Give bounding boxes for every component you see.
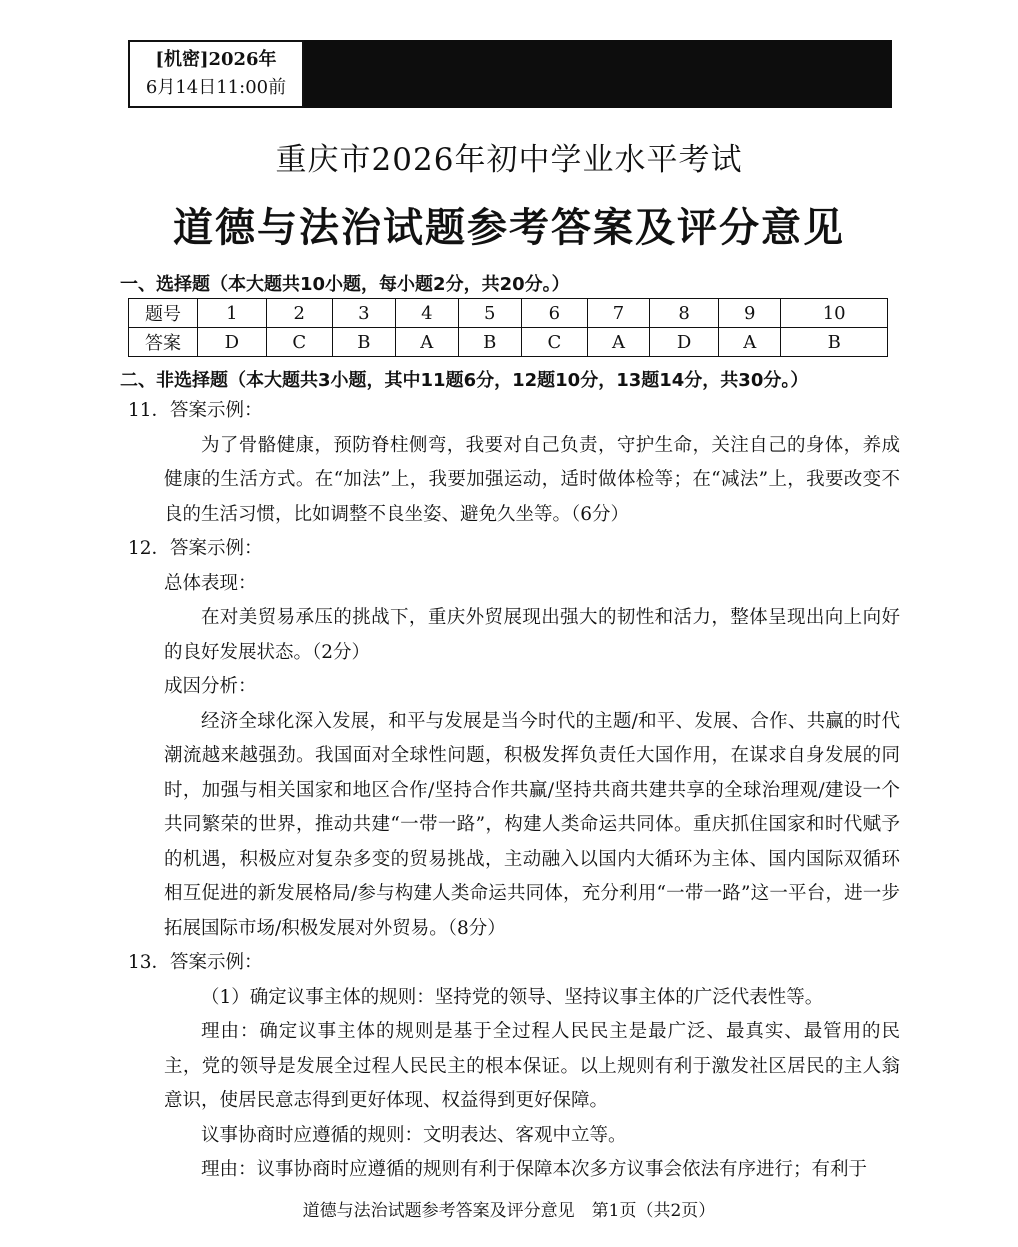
confidential-line-2: 6月14日11:00前: [145, 77, 287, 98]
question-13-label: 13．答案示例：: [128, 952, 263, 973]
question-number-cell: 9: [719, 299, 781, 328]
question-number-cell: 5: [458, 299, 521, 328]
question-12-label: 12．答案示例：: [128, 538, 263, 559]
table-row: [129, 328, 888, 357]
question-number-cell: 4: [396, 299, 458, 328]
confidential-stamp: [128, 40, 304, 108]
question-11-label: 11．答案示例：: [128, 400, 263, 421]
answer-cell: A: [719, 328, 781, 357]
exam-title: 重庆市2026年初中学业水平考试: [275, 142, 743, 178]
question-12-subheading-overall: 总体表现：: [164, 572, 257, 594]
question-number-cell: 6: [521, 299, 587, 328]
answer-cell: C: [521, 328, 587, 357]
question-number-cell: 10: [781, 299, 888, 328]
answers-body: [128, 394, 900, 1188]
answer-cell: B: [781, 328, 888, 357]
redaction-bar: [304, 40, 892, 108]
question-13-reason-1: 理由：确定议事主体的规则是基于全过程人民民主是最广泛、最真实、最管用的民主，党的领导是发展全过程人民民主的根本保证。以上规则有利于激发社区居民的主人翁意识，使居民意志得到更好体现、权益得到更好保障。: [164, 1021, 900, 1111]
answer-cell: B: [332, 328, 395, 357]
section-2-heading: 二、非选择题（本大题共3小题，其中11题6分，12题10分，13题14分，共30分。）: [120, 370, 809, 391]
question-13-reason-2: 理由：议事协商时应遵循的规则有利于保障本次多方议事会依法有序进行；有利于: [201, 1159, 868, 1180]
answer-cell: A: [396, 328, 458, 357]
question-number-cell: 7: [587, 299, 649, 328]
question-12-subheading-causes: 成因分析：: [164, 676, 257, 697]
section-1-heading: 一、选择题（本大题共10小题，每小题2分，共20分。）: [120, 274, 570, 295]
confidential-line-1: [机密]2026年: [155, 49, 277, 70]
answer-cell: D: [650, 328, 719, 357]
page-footer: 道德与法治试题参考答案及评分意见 第1页（共2页）: [302, 1201, 716, 1221]
answer-cell: B: [458, 328, 521, 357]
question-11-answer: 为了骨骼健康，预防脊柱侧弯，我要对自己负责，守护生命，关注自己的身体，养成健康的生活方式。在“加法”上，我要加强运动，适时做体检等；在“减法”上，我要改变不良的生活习惯，比如调整不良坐姿、避免久坐等。（6分）: [164, 434, 900, 525]
question-number-cell: 8: [650, 299, 719, 328]
answer-cell: C: [266, 328, 332, 357]
table-row: [129, 299, 888, 328]
table-header-cell: 答案: [129, 328, 198, 357]
answer-cell: D: [198, 328, 267, 357]
question-number-cell: 2: [266, 299, 332, 328]
choice-answer-table: [128, 298, 888, 357]
document-title: 道德与法治试题参考答案及评分意见: [173, 205, 845, 251]
question-12-overall-answer: 在对美贸易承压的挑战下，重庆外贸展现出强大的韧性和活力，整体呈现出向上向好的良好发展状态。（2分）: [164, 607, 900, 663]
answer-cell: A: [587, 328, 649, 357]
question-12-causes-answer: 经济全球化深入发展，和平与发展是当今时代的主题/和平、发展、合作、共赢的时代潮流越来越强劲。我国面对全球性问题，积极发挥负责任大国作用，在谋求自身发展的同时，加强与相关国家和地区合作/坚持合作共赢/坚持共商共建共享的全球治理观/建设一个共同繁荣的世界，推动共建“一带一路”，构建人类命运共同体。重庆抓住国家和时代赋予的机遇，积极应对复杂多变的贸易挑战，主动融入以国内大循环为主体、国内国际双循环相互促进的新发展格局/参与构建人类命运共同体，充分利用“一带一路”这一平台，进一步拓展国际市场/积极发展对外贸易。（8分）: [164, 710, 900, 939]
table-header-cell: 题号: [129, 299, 198, 328]
question-number-cell: 1: [198, 299, 267, 328]
question-13-item-1: （1）确定议事主体的规则：坚持党的领导、坚持议事主体的广泛代表性等。: [201, 986, 824, 1008]
question-number-cell: 3: [332, 299, 395, 328]
question-13-item-2: 议事协商时应遵循的规则：文明表达、客观中立等。: [201, 1124, 627, 1146]
